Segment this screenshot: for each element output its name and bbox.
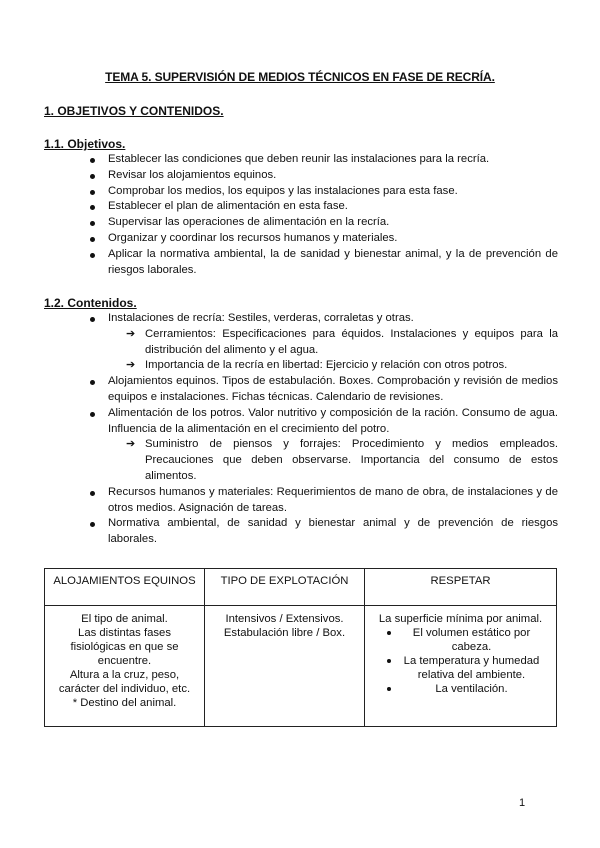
table-header-cell: RESPETAR (365, 569, 557, 606)
arrow-right-icon: ➔ (126, 438, 136, 451)
list-item: La ventilación. (371, 682, 550, 696)
sub-list-item: ➔ Cerramientos: Especificaciones para équidos. Instalaciones y equipos para la distribución del alimento y el agua. (126, 327, 558, 356)
document-title: TEMA 5. SUPERVISIÓN DE MEDIOS TÉCNICOS EN FASE DE RECRÍA. (105, 70, 495, 84)
bullet-icon (90, 522, 95, 527)
sub-list (108, 437, 558, 484)
table-header-cell: ALOJAMIENTOS EQUINOS (45, 569, 205, 606)
list-item: Comprobar los medios, los equipos y las instalaciones para esta fase. (90, 184, 558, 200)
list-item: Revisar los alojamientos equinos. (90, 168, 558, 184)
bullet-icon (90, 317, 95, 322)
contenidos-list (90, 311, 558, 548)
section-heading-objetivos-contenidos: 1. OBJETIVOS Y CONTENIDOS. (44, 104, 224, 118)
list-item: Establecer el plan de alimentación en esta fase. (90, 199, 558, 215)
bullet-icon (90, 221, 95, 226)
bullet-icon (90, 158, 95, 163)
bullet-icon (387, 687, 391, 691)
table-cell-respetar: La superficie mínima por animal. El volumen estático por cabeza. La temperatura y humedad relativa del ambiente. La ventilación. (365, 606, 557, 727)
table-header-row (45, 569, 557, 606)
list-item: Aplicar la normativa ambiental, la de sanidad y bienestar animal, y la de prevención de riesgos laborales. (90, 247, 558, 279)
subsection-heading-objetivos: 1.1. Objetivos. (44, 137, 126, 151)
bullet-icon (90, 174, 95, 179)
list-item: Normativa ambiental, de sanidad y bienestar animal y de prevención de riesgos laborales. (90, 516, 558, 548)
list-item: Alimentación de los potros. Valor nutritivo y composición de la ración. Consumo de agua. Influencia de la alimentación en el crecimiento del potro. ➔ Suministro de piensos y forrajes: Procedimiento y medios empleados. Precauciones que deben observarse. Importancia del consumo de estos alimentos. (90, 406, 558, 485)
bullet-icon (90, 253, 95, 258)
list-item: La temperatura y humedad relativa del ambiente. (371, 654, 550, 682)
alojamientos-table (44, 568, 557, 727)
bullet-icon (90, 237, 95, 242)
bullet-icon (90, 190, 95, 195)
bullet-icon (90, 205, 95, 210)
sub-list-item: ➔ Importancia de la recría en libertad: Ejercicio y relación con otros potros. (126, 358, 558, 374)
list-item: Supervisar las operaciones de alimentación en la recría. (90, 215, 558, 231)
list-item: El volumen estático por cabeza. (371, 626, 550, 654)
bullet-icon (90, 380, 95, 385)
table-cell-tipo-explotacion: Intensivos / Extensivos. Estabulación libre / Box. (205, 606, 365, 727)
bullet-icon (387, 631, 391, 635)
arrow-right-icon: ➔ (126, 327, 136, 340)
subsection-heading-contenidos: 1.2. Contenidos. (44, 296, 137, 310)
page-number: 1 (519, 797, 526, 809)
objetivos-list (90, 152, 558, 278)
bullet-icon (90, 491, 95, 496)
sub-list (108, 327, 558, 374)
list-item: Instalaciones de recría: Sestiles, verderas, corraletas y otras. ➔ Cerramientos: Especificaciones para équidos. Instalaciones y equipos para la distribución del alimento y el agua. ➔ Importancia de la recría en libertad: Ejercicio y relación con otros potros. (90, 311, 558, 374)
list-item: Recursos humanos y materiales: Requerimientos de mano de obra, de instalaciones y de otros medios. Asignación de tareas. (90, 485, 558, 517)
sub-list-item: ➔ Suministro de piensos y forrajes: Procedimiento y medios empleados. Precauciones que deben observarse. Importancia del consumo de estos alimentos. (126, 438, 558, 482)
list-item: Organizar y coordinar los recursos humanos y materiales. (90, 231, 558, 247)
bullet-icon (90, 412, 95, 417)
table-row (45, 606, 557, 727)
table-cell-alojamientos: El tipo de animal. Las distintas fases fisiológicas en que se encuentre. Altura a la cruz, peso, carácter del individuo, etc. * Destino del animal. (45, 606, 205, 727)
arrow-right-icon: ➔ (126, 359, 136, 372)
list-item: Alojamientos equinos. Tipos de estabulación. Boxes. Comprobación y revisión de medios equipos e instalaciones. Fichas técnicas. Calendario de revisiones. (90, 374, 558, 406)
bullet-icon (387, 659, 391, 663)
list-item: Establecer las condiciones que deben reunir las instalaciones para la recría. (90, 152, 558, 168)
table-header-cell: TIPO DE EXPLOTACIÓN (205, 569, 365, 606)
